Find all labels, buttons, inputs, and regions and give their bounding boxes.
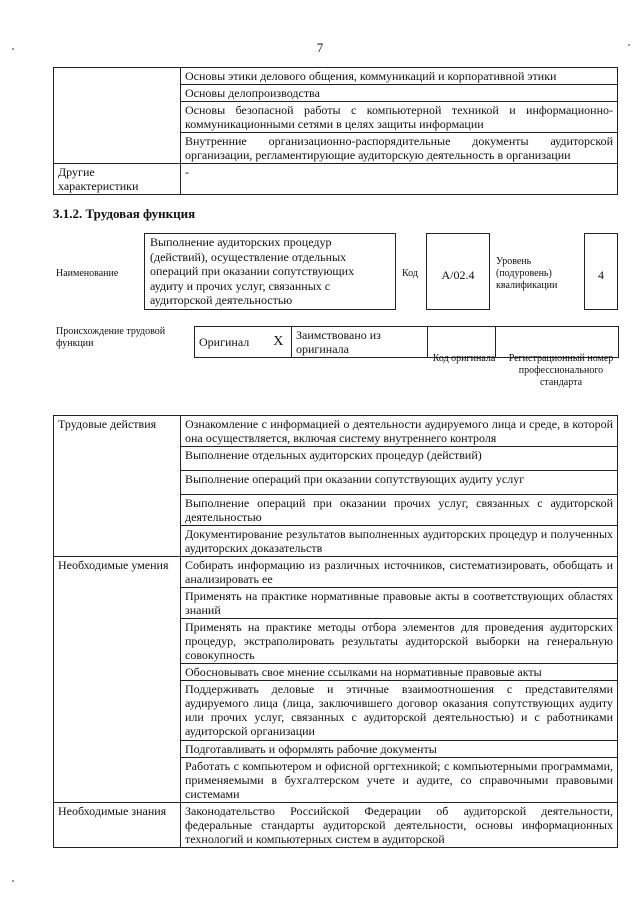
action-item: Выполнение операций при оказании прочих услуг, связанных с аудиторской деятельностью [181,495,618,526]
level-value: 4 [598,268,604,282]
section-heading: 3.1.2. Трудовая функция [53,206,196,221]
scan-speck [12,48,14,50]
actions-label: Трудовые действия [54,416,181,557]
original-label: Оригинал [195,327,266,358]
skill-item: Собирать информацию из различных источников, систематизировать, обобщать и анализировать ее [181,557,618,588]
knowledge-label: Необходимые знания [54,803,181,848]
reg-caption: Регистрационный номер профессионального стандарта [508,353,614,388]
code-caption: Код оригинала [432,353,496,364]
skill-item: Работать с компьютером и офисной оргтехникой; с компьютерными программами, применяемыми в бухгалтерском учете и аудите, со справочными правовыми системами [181,758,618,803]
knowledge-item: Законодательство Российской Федерации об аудиторской деятельности, федеральные стандарты аудиторской деятельности, основы информационных технологий и компьютерных систем в аудиторской [181,803,618,848]
top-table-row: Внутренние организационно-распорядительные документы аудиторской организации, регламентирующие аудиторскую деятельность в организации [181,133,618,164]
borrowed-label: Заимствовано из оригинала [292,327,428,358]
top-table [53,67,618,195]
function-name-box [144,233,396,310]
original-mark: X [266,327,292,358]
action-item: Выполнение операций при оказании сопутствующих аудиту услуг [181,471,618,495]
function-name-value: Выполнение аудиторских процедур (действий), осуществление отдельных операций при оказании сопутствующих аудиту и прочих услуг, связанных с аудиторской деятельностью [150,235,355,307]
skill-item: Подготавливать и оформлять рабочие документы [181,741,618,758]
page-number: 7 [316,40,324,55]
top-table-row: Основы этики делового общения, коммуникаций и корпоративной этики [181,68,618,85]
level-box [584,233,618,310]
skill-item: Обосновывать свое мнение ссылками на нормативные правовые акты [181,664,618,681]
skill-item: Применять на практике методы отбора элементов для проведения аудиторских процедур, экстраполировать результаты аудиторской выборки на генеральную совокупность [181,619,618,664]
code-label: Код [402,268,418,279]
other-characteristics-label: Другие характеристики [54,164,181,195]
action-item: Ознакомление с информацией о деятельности аудируемого лица и среде, в которой она осуществляется, включая систему внутреннего контроля [181,416,618,447]
scan-speck [12,880,14,882]
top-table-row: Основы делопроизводства [181,85,618,102]
main-table [53,415,618,848]
scan-speck [628,44,630,46]
name-label: Наименование [56,268,119,279]
origin-label: Происхождение трудовой функции [56,326,166,349]
action-item: Выполнение отдельных аудиторских процедур (действий) [181,447,618,471]
code-box [426,233,490,310]
skill-item: Поддерживать деловые и этичные взаимоотношения с представителями аудируемого лица (лица, заключившего договор оказания сопутствующих аудиту или прочих услуг, связанных с аудиторской деятельностью) и с работниками аудиторской организации [181,681,618,741]
action-item: Документирование результатов выполненных аудиторских процедур и полученных аудиторских доказательств [181,526,618,557]
level-label: Уровень (подуровень) квалификации [496,256,558,291]
top-table-row: Основы безопасной работы с компьютерной техникой и информационно-коммуникационными сетями в целях защиты информации [181,102,618,133]
skill-item: Применять на практике нормативные правовые акты в соответствующих областях знаний [181,588,618,619]
skills-label: Необходимые умения [54,557,181,803]
top-table-empty-cell [54,68,181,164]
other-characteristics-value: - [181,164,618,195]
code-value: A/02.4 [441,268,475,282]
